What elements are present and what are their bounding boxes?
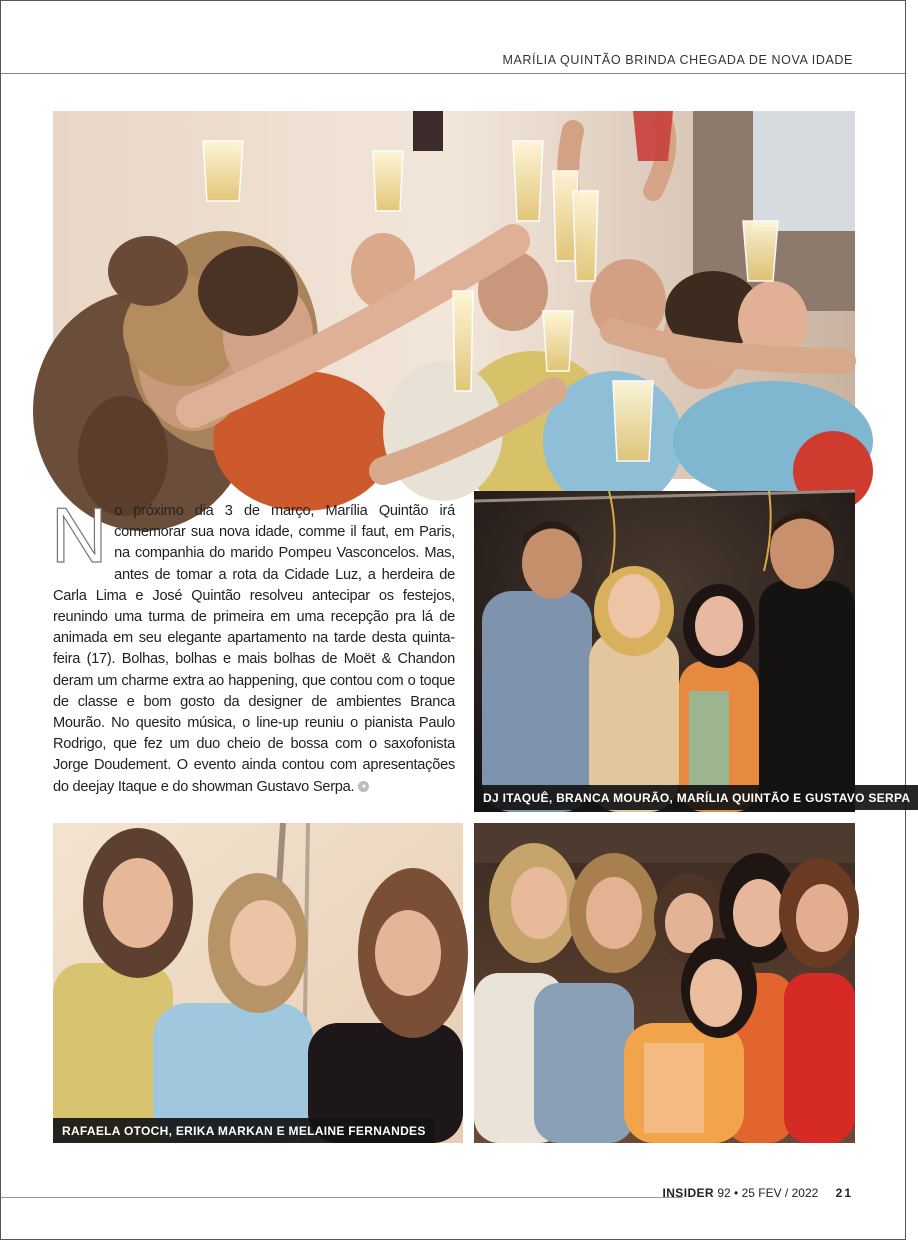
photo-caption-dj: DJ ITAQUÊ, BRANCA MOURÃO, MARÍLIA QUINTÃO E GUSTAVO SERPA xyxy=(474,785,918,810)
footer-separator: • xyxy=(734,1186,739,1200)
page-footer xyxy=(663,1186,854,1200)
photo-toast-celebration xyxy=(53,111,855,479)
page-number: 21 xyxy=(835,1186,853,1200)
end-mark-icon: ✦ xyxy=(358,781,369,792)
footer-divider xyxy=(1,1197,683,1198)
photo-dj-itaque-group xyxy=(474,491,911,812)
section-title: MARÍLIA QUINTÃO BRINDA CHEGADA DE NOVA IDADE xyxy=(502,53,853,67)
issue-date: 25 FEV / 2022 xyxy=(741,1186,819,1200)
photo-caption-trio: RAFAELA OTOCH, ERIKA MARKAN E MELAINE FERNANDES xyxy=(53,1118,434,1143)
header-divider xyxy=(1,73,905,74)
photo-trio-guests xyxy=(53,823,463,1143)
photo-group-friends xyxy=(474,823,855,1143)
article-body xyxy=(51,491,455,798)
magazine-brand: INSIDER xyxy=(662,1186,714,1200)
drop-cap: N xyxy=(51,491,108,579)
article-text: o próximo dia 3 de março, Marília Quintão irá comemorar sua nova idade, comme il faut, em Paris, na companhia do marido Pompeu Vasconcelos. Mas, antes de tomar a rota da Cidade Luz, a herdeira de Carla Lima e José Quintão resolveu antecipar os festejos, reunindo uma turma de primeira em uma recepção pra lá de animada em seu elegante apartamento na tarde desta quinta-feira (17). Bolhas, bolhas e mais bolhas de Moët & Chandon deram um charme extra ao happening, que contou com o toque de classe e bom gosto da designer de ambientes Branca Mourão. No quesito música, o line-up reuniu o pianista Paulo Rodrigo, que fez um duo cheio de bossa com o saxofonista Jorge Doudement. O evento ainda contou com apresentações do deejay Itaque e do showman Gustavo Serpa. xyxy=(53,503,455,795)
issue-number: 92 xyxy=(717,1186,731,1200)
